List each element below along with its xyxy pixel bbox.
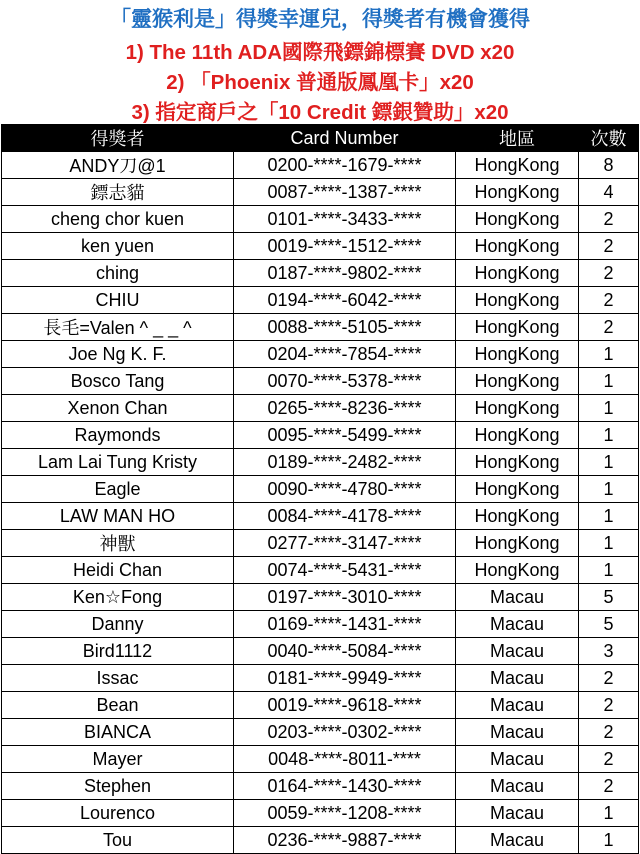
- winner-name-cell: Xenon Chan: [2, 395, 234, 422]
- count-cell: 1: [579, 827, 639, 854]
- count-cell: 2: [579, 314, 639, 341]
- card-number-cell: 0084-****-4178-****: [234, 503, 456, 530]
- winner-name-cell: Danny: [2, 611, 234, 638]
- region-cell: Macau: [456, 773, 579, 800]
- card-number-cell: 0194-****-6042-****: [234, 287, 456, 314]
- region-cell: HongKong: [456, 206, 579, 233]
- card-number-cell: 0090-****-4780-****: [234, 476, 456, 503]
- card-number-cell: 0088-****-5105-****: [234, 314, 456, 341]
- region-cell: HongKong: [456, 530, 579, 557]
- count-cell: 3: [579, 638, 639, 665]
- region-cell: Macau: [456, 665, 579, 692]
- region-cell: Macau: [456, 584, 579, 611]
- table-row: [2, 341, 639, 368]
- table-row: [2, 179, 639, 206]
- count-cell: 1: [579, 368, 639, 395]
- card-number-cell: 0040-****-5084-****: [234, 638, 456, 665]
- table-row: [2, 152, 639, 179]
- region-cell: Macau: [456, 800, 579, 827]
- table-row: [2, 530, 639, 557]
- count-cell: 1: [579, 422, 639, 449]
- region-cell: HongKong: [456, 287, 579, 314]
- region-cell: Macau: [456, 692, 579, 719]
- card-number-cell: 0265-****-8236-****: [234, 395, 456, 422]
- card-number-cell: 0019-****-9618-****: [234, 692, 456, 719]
- table-row: [2, 422, 639, 449]
- count-cell: 1: [579, 530, 639, 557]
- table-header-row: [2, 125, 639, 152]
- table-row: [2, 476, 639, 503]
- table-row: [2, 692, 639, 719]
- count-cell: 2: [579, 206, 639, 233]
- region-cell: Macau: [456, 719, 579, 746]
- table-row: [2, 503, 639, 530]
- table-row: [2, 719, 639, 746]
- winner-name-cell: Lam Lai Tung Kristy: [2, 449, 234, 476]
- winner-name-cell: 長毛=Valen ^ _ _ ^: [2, 314, 234, 341]
- region-cell: HongKong: [456, 233, 579, 260]
- winner-name-cell: Bird1112: [2, 638, 234, 665]
- card-number-cell: 0095-****-5499-****: [234, 422, 456, 449]
- card-number-cell: 0236-****-9887-****: [234, 827, 456, 854]
- card-number-cell: 0200-****-1679-****: [234, 152, 456, 179]
- count-cell: 2: [579, 287, 639, 314]
- winner-name-cell: Issac: [2, 665, 234, 692]
- card-number-cell: 0169-****-1431-****: [234, 611, 456, 638]
- count-cell: 2: [579, 692, 639, 719]
- winner-name-cell: 鏢志貓: [2, 179, 234, 206]
- region-cell: HongKong: [456, 341, 579, 368]
- card-number-cell: 0189-****-2482-****: [234, 449, 456, 476]
- table-row: [2, 206, 639, 233]
- winner-name-cell: Tou: [2, 827, 234, 854]
- region-cell: HongKong: [456, 449, 579, 476]
- winner-name-cell: 神獸: [2, 530, 234, 557]
- winner-name-cell: ANDY刀@1: [2, 152, 234, 179]
- column-header-count: 次數: [579, 125, 639, 152]
- winners-table: [1, 124, 639, 854]
- card-number-cell: 0059-****-1208-****: [234, 800, 456, 827]
- winner-name-cell: cheng chor kuen: [2, 206, 234, 233]
- region-cell: Macau: [456, 746, 579, 773]
- table-row: [2, 233, 639, 260]
- card-number-cell: 0277-****-3147-****: [234, 530, 456, 557]
- winner-name-cell: Joe Ng K. F.: [2, 341, 234, 368]
- column-header-region: 地區: [456, 125, 579, 152]
- prize-line-2: 2) 「Phoenix 普通版鳳凰卡」x20: [166, 71, 474, 94]
- column-header-winner: 得獎者: [2, 125, 234, 152]
- card-number-cell: 0181-****-9949-****: [234, 665, 456, 692]
- region-cell: HongKong: [456, 368, 579, 395]
- region-cell: HongKong: [456, 314, 579, 341]
- card-number-cell: 0187-****-9802-****: [234, 260, 456, 287]
- region-cell: HongKong: [456, 152, 579, 179]
- count-cell: 2: [579, 665, 639, 692]
- winner-name-cell: Mayer: [2, 746, 234, 773]
- count-cell: 2: [579, 746, 639, 773]
- winner-name-cell: CHIU: [2, 287, 234, 314]
- winner-name-cell: Heidi Chan: [2, 557, 234, 584]
- card-number-cell: 0048-****-8011-****: [234, 746, 456, 773]
- region-cell: HongKong: [456, 260, 579, 287]
- count-cell: 5: [579, 611, 639, 638]
- region-cell: Macau: [456, 611, 579, 638]
- region-cell: HongKong: [456, 422, 579, 449]
- count-cell: 2: [579, 233, 639, 260]
- card-number-cell: 0087-****-1387-****: [234, 179, 456, 206]
- winner-name-cell: Lourenco: [2, 800, 234, 827]
- count-cell: 4: [579, 179, 639, 206]
- winner-name-cell: Bosco Tang: [2, 368, 234, 395]
- count-cell: 1: [579, 341, 639, 368]
- prize-line-1: 1) The 11th ADA國際飛鏢錦標賽 DVD x20: [125, 41, 515, 64]
- table-row: [2, 368, 639, 395]
- count-cell: 2: [579, 260, 639, 287]
- count-cell: 8: [579, 152, 639, 179]
- card-number-cell: 0164-****-1430-****: [234, 773, 456, 800]
- region-cell: HongKong: [456, 503, 579, 530]
- table-row: [2, 611, 639, 638]
- prize-line-3: 3) 指定商戶之「10 Credit 鏢銀贊助」x20: [131, 101, 509, 124]
- table-row: [2, 665, 639, 692]
- winner-name-cell: Ken☆Fong: [2, 584, 234, 611]
- count-cell: 1: [579, 449, 639, 476]
- table-row: [2, 557, 639, 584]
- winner-name-cell: Raymonds: [2, 422, 234, 449]
- count-cell: 1: [579, 557, 639, 584]
- table-row: [2, 314, 639, 341]
- table-row: [2, 746, 639, 773]
- card-number-cell: 0203-****-0302-****: [234, 719, 456, 746]
- card-number-cell: 0070-****-5378-****: [234, 368, 456, 395]
- region-cell: HongKong: [456, 395, 579, 422]
- count-cell: 2: [579, 773, 639, 800]
- count-cell: 1: [579, 395, 639, 422]
- card-number-cell: 0019-****-1512-****: [234, 233, 456, 260]
- table-row: [2, 584, 639, 611]
- count-cell: 5: [579, 584, 639, 611]
- card-number-cell: 0074-****-5431-****: [234, 557, 456, 584]
- region-cell: Macau: [456, 638, 579, 665]
- count-cell: 1: [579, 800, 639, 827]
- region-cell: Macau: [456, 827, 579, 854]
- card-number-cell: 0204-****-7854-****: [234, 341, 456, 368]
- table-row: [2, 800, 639, 827]
- table-row: [2, 287, 639, 314]
- table-row: [2, 638, 639, 665]
- winner-name-cell: ken yuen: [2, 233, 234, 260]
- winner-name-cell: LAW MAN HO: [2, 503, 234, 530]
- card-number-cell: 0101-****-3433-****: [234, 206, 456, 233]
- count-cell: 2: [579, 719, 639, 746]
- table-row: [2, 395, 639, 422]
- winner-name-cell: Stephen: [2, 773, 234, 800]
- card-number-cell: 0197-****-3010-****: [234, 584, 456, 611]
- winner-name-cell: BIANCA: [2, 719, 234, 746]
- winner-name-cell: Bean: [2, 692, 234, 719]
- table-row: [2, 827, 639, 854]
- region-cell: HongKong: [456, 179, 579, 206]
- region-cell: HongKong: [456, 557, 579, 584]
- table-row: [2, 449, 639, 476]
- winner-name-cell: ching: [2, 260, 234, 287]
- announcement-title: 「靈猴利是」得獎幸運兒，得獎者有機會獲得: [110, 8, 530, 31]
- table-row: [2, 773, 639, 800]
- table-row: [2, 260, 639, 287]
- column-header-card-number: Card Number: [234, 125, 456, 152]
- table-body: [2, 152, 639, 854]
- count-cell: 1: [579, 476, 639, 503]
- count-cell: 1: [579, 503, 639, 530]
- winner-name-cell: Eagle: [2, 476, 234, 503]
- region-cell: HongKong: [456, 476, 579, 503]
